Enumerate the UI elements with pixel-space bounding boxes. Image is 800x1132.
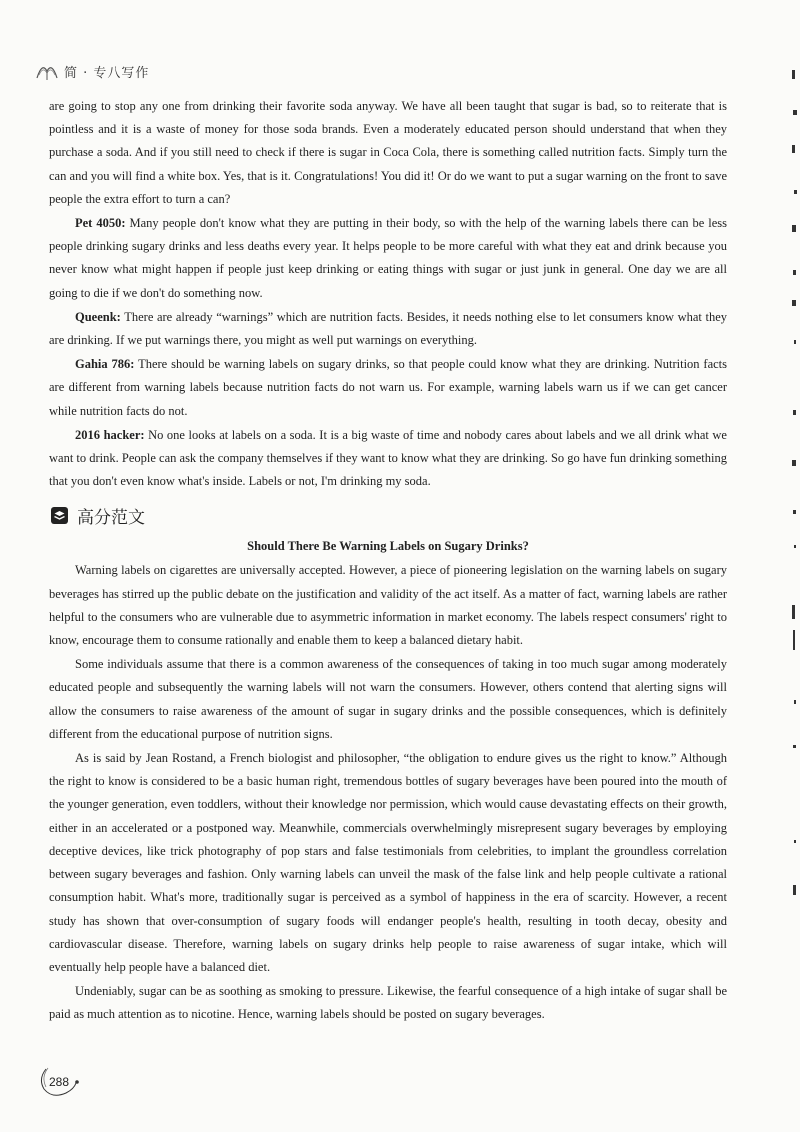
page-number	[36, 1065, 80, 1099]
scan-edge-marks	[780, 0, 800, 1132]
comment-gahia786	[49, 353, 727, 423]
section-title: 高分范文	[77, 507, 145, 528]
section-heading	[51, 501, 727, 529]
comment-text: Many people don't know what they are putting in their body, so with the help of the warning labels there can be less people drinking sugary drinks and less deaths every year. It helps people to be more careful with what they eat and drink because you never know what might happen if people just keep drinking or eating things with sugar or just junk in general. One day we are all going to die if we don't do something now.	[49, 216, 728, 300]
comment-2016hacker	[49, 424, 727, 494]
page-number-text: 288	[49, 1075, 70, 1089]
comment-speaker: Queenk:	[75, 309, 121, 324]
essay-paragraph: Undeniably, sugar can be as soothing as smoking to pressure. Likewise, the fearful consequence of a high intake of sugar shall be paid as much attention as to nicotine. Hence, warning labels should be posted on sugary beverages.	[49, 984, 727, 1022]
essay-paragraph: Some individuals assume that there is a common awareness of the consequences of taking in too much sugar among moderately educated people and subsequently the warning labels will not warn the consumers. However, others contend that alerting signs will allow the consumers to raise awareness of the amount of sugar in sugary drinks and the possible consequences, which is definitely different from the educational purpose of nutrition signs.	[49, 657, 727, 741]
comment-text: No one looks at labels on a soda. It is a big waste of time and nobody cares about labels and we all drink what we want to drink. People can ask the company themselves if they want to know what they are drinking. So go have fun drinking something that you don't even know what's inside. Labels or not, I'm drinking my soda.	[49, 427, 727, 489]
essay-paragraph: Warning labels on cigarettes are universally accepted. However, a piece of pioneering legislation on the warning labels on sugary beverages has stirred up the public debate on the justification and validity of the act itself. As a matter of fact, warning labels are rather helpful to the consumers who are vulnerable due to asymmetric information in market economy. The labels respect consumers' right to know, encourage them to consume rationally and enable them to keep a balanced dietary habit.	[49, 563, 727, 648]
layers-icon	[51, 507, 68, 524]
comment-speaker: 2016 hacker:	[75, 427, 145, 442]
comment-speaker: Gahia 786:	[75, 357, 135, 372]
comment-text: There should be warning labels on sugary drinks, so that people could know what they are drinking. Nutrition facts are different from warning labels because nutrition facts do not warn us. For example, warning labels warn us if we can get cancer while nutrition facts do not.	[49, 357, 727, 418]
comment-pet4050	[49, 212, 727, 305]
book-logo-icon	[34, 58, 60, 84]
essay-paragraph: As is said by Jean Rostand, a French biologist and philosopher, “the obligation to endure gives us the right to know.” Although the right to know is considered to be a basic human right, tremendous bottles of sugary beverages have been poured into the mouth of the younger generation, even toddlers, without their knowledge nor permission, which would cause devastating effects on their growth, either in an accelerated or a postponed way. Meanwhile, commercials overwhelmingly misrepresent sugary beverages by employing deceptive devices, like trick photography of pop stars and false testimonials from celebrities, to implant the groundless correlation between sugary beverages and fashion. Only warning labels can unveil the mask of the false link and help people cultivate a rational consumption habit. What's more, traditionally sugar is perceived as a symbol of happiness in the era of scarcity. However, a recent study has shown that over-consumption of sugary foods will endanger people's health, resulting in tooth decay, obesity and cardiovascular disease. Therefore, warning labels on sugary drinks help people to raise awareness of sugar intake, which will eventually help people have a balanced diet.	[49, 751, 727, 974]
intro-continuation: are going to stop any one from drinking their favorite soda anyway. We have all been taught that sugar is bad, so to reiterate that is pointless and it is a waste of money for those soda brands. Even a moderately educated person should understand that when they purchase a soda. And if you still need to check if there is sugar in Coca Cola, there is something called nutrition facts. Simply turn the can and you will find a white box. Yes, that is it. Congratulations! You did it! Or do we want to put a sugar warning on the front to save people the extra effort to turn a can?	[49, 99, 727, 206]
running-header	[34, 58, 149, 84]
header-title: 简 · 专八写作	[64, 65, 150, 81]
essay-title: Should There Be Warning Labels on Sugary Drinks?	[247, 539, 529, 554]
page-body	[49, 95, 727, 1028]
comment-speaker: Pet 4050:	[75, 216, 126, 231]
comment-queenk	[49, 306, 727, 352]
comment-text: There are already “warnings” which are nutrition facts. Besides, it needs nothing else to let consumers know what they are drinking. If we put warnings there, you might as well put warnings on everything.	[49, 309, 727, 348]
